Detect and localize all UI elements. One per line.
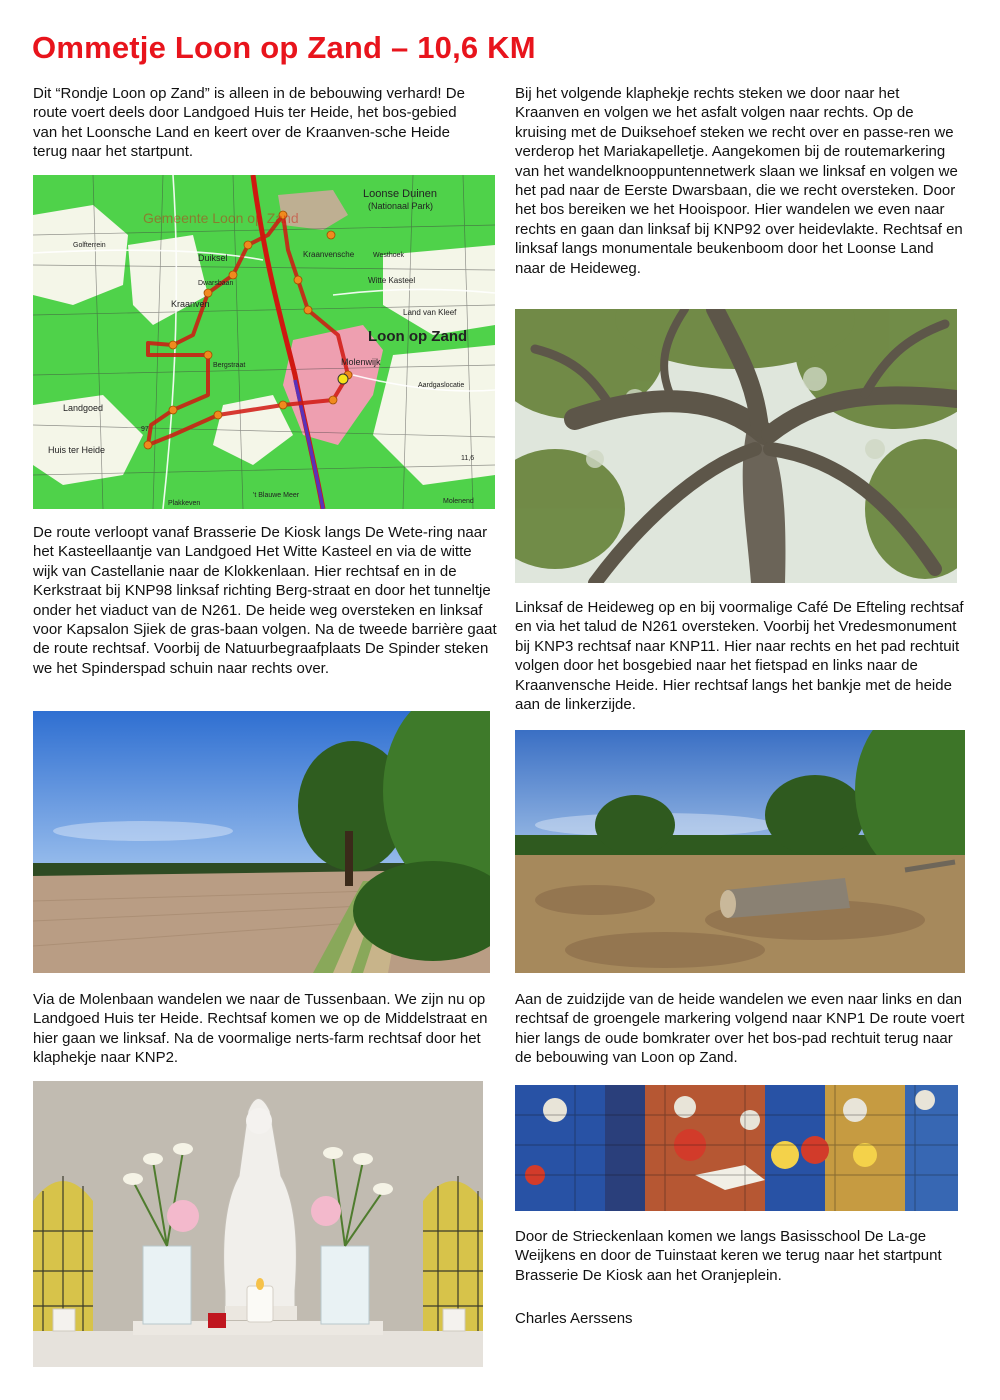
start-point-marker <box>338 374 348 384</box>
map-label-witte-kasteel: Witte Kasteel <box>368 276 416 285</box>
photo-beech-tree <box>515 309 957 583</box>
map-label-spot-97: 97 <box>141 426 149 433</box>
map-label-nationaal-park: (Nationaal Park) <box>368 201 434 211</box>
map-label-town: Loon op Zand <box>368 328 468 345</box>
author-name: Charles Aerssens <box>515 1310 633 1327</box>
map-label-blauwe-meer: 't Blauwe Meer <box>253 492 300 499</box>
map-label-dwarsbaan: Dwarsbaan <box>198 280 234 287</box>
intro-paragraph: Dit “Rondje Loon op Zand” is alleen in de bebouwing verhard! De route voert deels door Landgoed Huis ter Heide, het bos-gebied van het Loonsche Land en keert over de Kraanven-sche Heide terug naar het startpunt. <box>33 85 465 161</box>
page-title: Ommetje Loon op Zand – 10,6 KM <box>32 30 536 65</box>
molenbaan-paragraph: Via de Molenbaan wandelen we naar de Tussenbaan. We zijn nu op Landgoed Huis ter Heide. Rechtsaf komen we op de Middelstraat en hier gaan we linksaf. Na de voormalige nerts-farm rechtsaf door het klaphekje naar KNP2. <box>33 991 488 1067</box>
map-label-spot-116: 11,6 <box>461 455 475 462</box>
strieckenlaan-paragraph: Door de Strieckenlaan komen we langs Basisschool De La-ge Weijkens en door de Tuinstaat keren we terug naar het startpunt Brasserie De Kiosk aan het Oranjeplein. <box>515 1228 942 1284</box>
map-label-gemeente: Gemeente Loon op Zand <box>143 210 299 226</box>
map-label-plakkeven: Plakkeven <box>168 500 201 507</box>
map-label-molenend: Molenend <box>443 498 474 505</box>
zuidzijde-paragraph: Aan de zuidzijde van de heide wandelen we even naar links en dan rechtsaf de groengele markering volgend naar KNP1 De route voert hier langs de oude bomkrater over het bos-pad rechtuit terug naar de bebouwing van Loon op Zand. <box>515 991 965 1067</box>
map-label-aardgas: Aardgaslocatie <box>418 382 465 389</box>
map-label-golfterrein: Golfterrein <box>73 242 106 249</box>
map-label-bergstraat: Bergstraat <box>213 362 246 369</box>
photo-heathland <box>515 730 965 973</box>
route-start-paragraph: De route verloopt vanaf Brasserie De Kiosk langs De Wete-ring naar het Kasteellaantje van Landgoed Het Witte Kasteel en via de witte wijk van Castellanie naar de Klokkenlaan. Hier rechtsaf en in de Kerkstraat bij KNP98 linksaf richting Berg-straat en door het tunneltje onder het viaduct van de N261. De heide weg oversteken en linksaf voor Kapsalon Sjiek de gras-baan volgen. Na de tweede barrière gaat de route rechtsaf. Voorbij de Natuurbegraafplaats De Spinder steken we het Spinderspad schuin naar rechts over. <box>33 524 497 677</box>
map-label-huis-ter-heide: Huis ter Heide <box>48 445 106 455</box>
heideweg-paragraph: Linksaf de Heideweg op en bij voormalige Café De Efteling rechtsaf en via het talud de N261 oversteken. Voorbij het Vredesmonument bij KNP3 rechtsaf naar KNP11. Hier naar rechts en het pad rechtuit volgen door het bosgebied naar het fietspad en links naar de Kraanvensche Heide. Hier rechtsaf langs het bankje met de heide aan de linkerzijde. <box>515 599 964 714</box>
map-label-loonse-duinen: Loonse Duinen <box>363 188 438 200</box>
photo-mary-chapel <box>33 1081 483 1367</box>
map-label-landgoed: Landgoed <box>63 403 104 413</box>
map-label-molenwijk: Molenwijk <box>341 357 381 367</box>
map-label-land-van-kleef: Land van Kleef <box>403 308 457 317</box>
map-label-duiksel: Duiksel <box>198 253 228 263</box>
map-label-kraanven: Kraanven <box>171 299 210 309</box>
route-map <box>33 175 495 509</box>
klaphekje-paragraph: Bij het volgende klaphekje rechts steken we door naar het Kraanven en volgen we het asfalt volgen naar rechts. Op de kruising met de Duiksehoef steken we recht over en passe-ren we verderop het Mariakapelletje. Aangekomen bij de routemarkering van het wandelknooppuntennetwerk slaan we linksaf en volgen we het pad naar de Eerste Dwarsbaan, die we recht oversteken. Door het bos bereiken we het Hooispoor. Hier wandelen we even naar rechts en gaan dan linksaf bij KNP92 over heidevlakte. Rechtsaf en linksaf langs monumentale beukenboom door het Loonse Land naar de Heideweg. <box>515 85 963 277</box>
photo-mosaic <box>515 1085 958 1211</box>
map-label-westhoek: Westhoek <box>373 252 404 259</box>
photo-field-path <box>33 711 490 973</box>
map-label-kraanvensche: Kraanvensche <box>303 250 355 259</box>
